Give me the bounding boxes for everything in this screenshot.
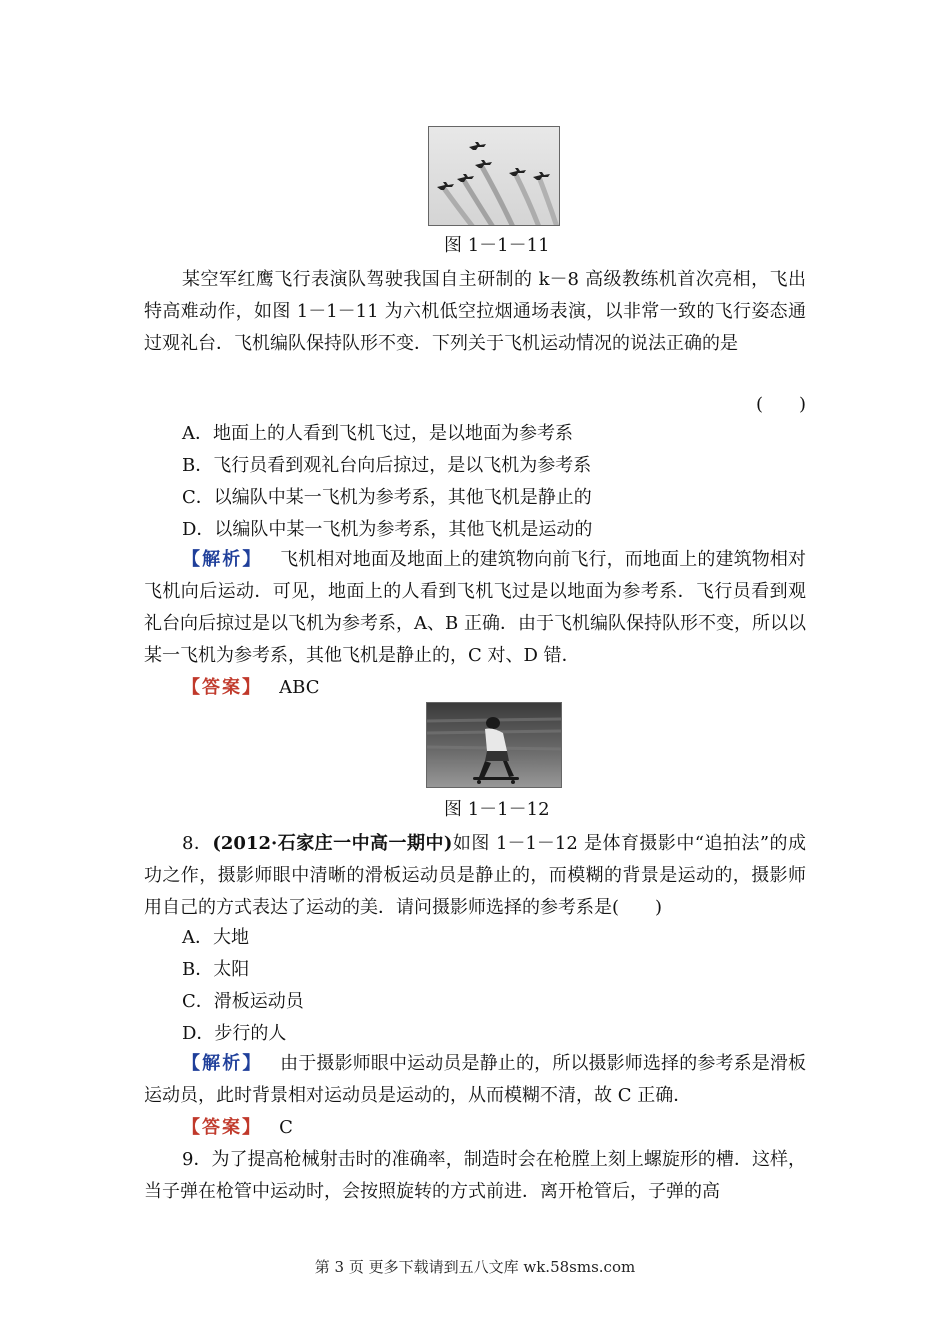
option-b: B．飞行员看到观礼台向后掠过，是以飞机为参考系 (182, 455, 592, 476)
question-9-stem: 9．为了提高枪械射击时的准确率，制造时会在枪膛上刻上螺旋形的槽．这样，当子弹在枪管中运动时，会按照旋转的方式前进．离开枪管后，子弹的高 (144, 1149, 806, 1202)
option-c: C．以编队中某一飞机为参考系，其他飞机是静止的 (182, 487, 592, 508)
analysis-tag: 【解析】 (182, 549, 263, 570)
answer-paragraph (144, 672, 844, 704)
page-footer: 第 3 页 更多下载请到五八文库 wk.58sms.com (314, 1258, 636, 1276)
q8-answer-text: C (279, 1117, 293, 1138)
q8-answer-tag: 【答案】 (182, 1117, 262, 1138)
question-8-number: 8． (182, 833, 213, 854)
jets-illustration (429, 127, 560, 226)
question-8-text: 如图 1－1－12 是体育摄影中“追拍法”的成功之作，摄影师眼中清晰的滑板运动员是静止的，而模糊的背景是运动的，摄影师用自己的方式表达了运动的美．请问摄影师选择的参考系是( ) (144, 833, 806, 918)
q8-analysis-text: 由于摄影师眼中运动员是静止的，所以摄影师选择的参考系是滑板运动员，此时背景相对运动员是运动的，从而模糊不清，故 C 正确． (144, 1053, 807, 1106)
q8-analysis-tag: 【解析】 (182, 1053, 263, 1074)
analysis-text: 飞机相对地面及地面上的建筑物向前飞行，而地面上的建筑物相对飞机向后运动．可见，地面上的人看到飞机飞过是以地面为参考系．飞行员看到观礼台向后掠过是以飞机为参考系，A、B 正确．由于飞机编队保持队形不变，所以以某一飞机为参考系，其他飞机是静止的，C 对、D 错． (144, 549, 807, 666)
figure-1-caption: 图 1－1－11 (444, 235, 550, 256)
answer-text: ABC (279, 677, 320, 698)
option-d: D．以编队中某一飞机为参考系，其他飞机是运动的 (182, 519, 593, 540)
option-a: A．地面上的人看到飞机飞过，是以地面为参考系 (182, 423, 573, 444)
question-8-stem (144, 828, 806, 924)
q8-option-b: B．太阳 (182, 959, 250, 980)
figure-skateboarder-photo (426, 702, 562, 788)
q8-option-c: C．滑板运动员 (182, 991, 304, 1012)
answer-blank: ( ) (755, 394, 806, 415)
q8-answer-paragraph (144, 1112, 844, 1144)
analysis-paragraph (144, 544, 806, 672)
q8-option-a: A．大地 (182, 927, 249, 948)
figure-jets-photo (428, 126, 560, 226)
skateboarder-illustration (427, 703, 562, 788)
question-8-source: (2012·石家庄一中高一期中) (212, 833, 453, 854)
question-7-stem: 某空军红鹰飞行表演队驾驶我国自主研制的 k－8 高级教练机首次亮相，飞出特高难动作，如图 1－1－11 为六机低空拉烟通场表演，以非常一致的飞行姿态通过观礼台．飞机编队保持队形不变．下列关于飞机运动情况的说法正确的是 (144, 269, 806, 354)
q8-analysis-paragraph (144, 1048, 806, 1112)
q8-option-d: D．步行的人 (182, 1023, 287, 1044)
figure-2-caption: 图 1－1－12 (444, 799, 550, 820)
answer-tag: 【答案】 (182, 677, 262, 698)
